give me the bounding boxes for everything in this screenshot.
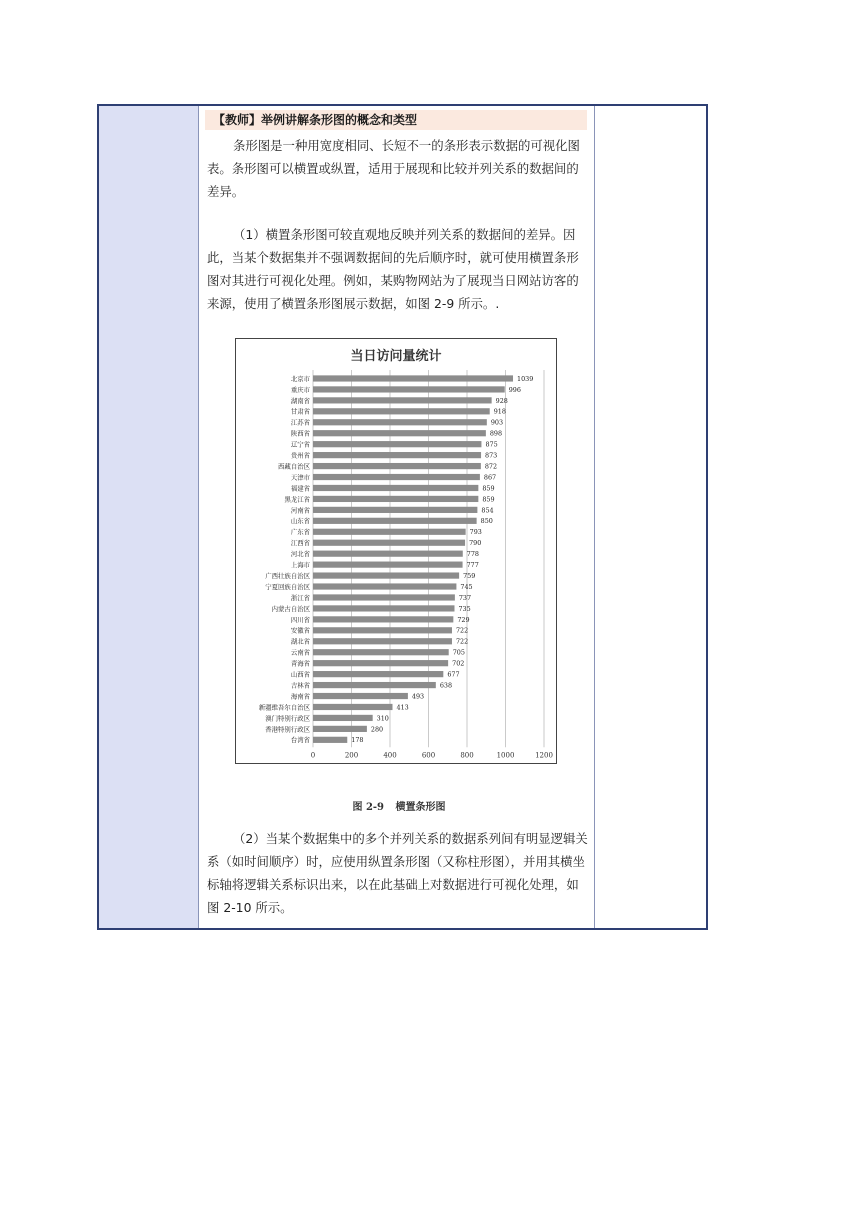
x-tick-label: 1200: [535, 751, 553, 760]
y-category-label: 宁夏回族自治区: [265, 582, 310, 591]
y-category-label: 湖北省: [290, 637, 310, 646]
y-category-label: 天津市: [290, 473, 310, 482]
bar: [313, 452, 481, 458]
bar: [313, 726, 367, 732]
bar: [313, 518, 477, 524]
data-label: 918: [493, 407, 506, 416]
y-category-label: 新疆维吾尔自治区: [258, 703, 310, 712]
bar: [313, 507, 477, 513]
x-tick-label: 1000: [496, 751, 515, 760]
bar: [313, 660, 448, 666]
x-tick-label: 200: [344, 751, 359, 760]
y-category-label: 辽宁省: [290, 440, 310, 449]
paragraph-vertical-bar: （2）当某个数据集中的多个并列关系的数据系列间有明显逻辑关系（如时间顺序）时，应使用纵置条形图（又称柱形图），并用其横坐标轴将逻辑关系标识出来，以在此基础上对数据进行可视化处理，如图 2-10 所示。: [207, 831, 588, 915]
right-column-divider: [594, 106, 595, 928]
data-label: 705: [452, 648, 465, 657]
bar: [313, 540, 465, 546]
left-column: [99, 106, 199, 928]
caption-text: 横置条形图: [395, 802, 446, 813]
bar: [313, 562, 463, 568]
bar: [313, 441, 481, 447]
data-label: 413: [396, 703, 409, 712]
x-tick-label: 800: [460, 751, 474, 760]
bar: [313, 572, 459, 578]
bar: [313, 474, 480, 480]
bar: [313, 397, 492, 403]
data-label: 722: [455, 626, 469, 635]
y-category-label: 云南省: [290, 648, 310, 657]
bar: [313, 693, 408, 699]
data-label: 1039: [517, 374, 534, 383]
y-category-label: 福建省: [290, 484, 310, 493]
bar: [313, 529, 466, 535]
y-category-label: 黑龙江省: [284, 495, 310, 504]
bar: [313, 605, 454, 611]
data-label: 759: [463, 571, 476, 580]
data-label: 875: [485, 440, 498, 449]
y-category-label: 台湾省: [290, 736, 310, 745]
y-category-label: 上海市: [290, 561, 310, 570]
y-category-label: 重庆市: [290, 385, 310, 394]
y-category-label: 海南省: [290, 692, 310, 701]
y-category-label: 澳门特别行政区: [265, 714, 310, 723]
bar: [313, 649, 449, 655]
y-category-label: 四川省: [290, 615, 310, 624]
bar: [313, 430, 486, 436]
data-label: 778: [466, 550, 479, 559]
bar: [313, 583, 456, 589]
data-label: 928: [495, 396, 508, 405]
y-category-label: 广西壮族自治区: [265, 571, 310, 580]
x-tick-label: 600: [421, 751, 436, 760]
data-label: 745: [460, 582, 473, 591]
bar: [313, 485, 478, 491]
y-category-label: 山西省: [290, 670, 310, 679]
data-label: 867: [483, 473, 497, 482]
bar: [313, 682, 436, 688]
y-category-label: 安徽省: [290, 626, 310, 635]
data-label: 996: [508, 385, 521, 394]
bar: [313, 375, 513, 381]
data-label: 737: [458, 593, 472, 602]
y-category-label: 贵州省: [290, 451, 310, 460]
bar: [313, 419, 487, 425]
paragraph-horizontal-bar: （1）横置条形图可较直观地反映并列关系的数据间的差异。因此，当某个数据集并不强调数据间的先后顺序时，就可使用横置条形图对其进行可视化处理。例如，某购物网站为了展现当日网站访客的来源，使用了横置条形图展示数据，如图 2-9 所示。.: [207, 227, 579, 311]
y-category-label: 江西省: [290, 539, 310, 548]
data-label: 859: [482, 484, 495, 493]
data-label: 638: [439, 681, 453, 690]
data-label: 722: [455, 637, 469, 646]
data-label: 493: [411, 692, 425, 701]
data-label: 702: [452, 659, 465, 668]
bar: [313, 715, 373, 721]
bar: [313, 671, 443, 677]
y-category-label: 广东省: [290, 528, 310, 537]
data-label: 903: [490, 418, 504, 427]
x-tick-label: 0: [310, 751, 316, 760]
horizontal-bar-chart: [236, 339, 556, 763]
data-label: 310: [376, 714, 389, 723]
y-category-label: 甘肃省: [290, 407, 310, 416]
y-category-label: 吉林省: [290, 681, 310, 690]
bar: [313, 594, 455, 600]
bar: [313, 408, 490, 414]
data-label: 854: [481, 506, 494, 515]
bar: [313, 496, 478, 502]
data-label: 777: [466, 561, 479, 570]
bar: [313, 627, 452, 633]
section-heading: 【教师】举例讲解条形图的概念和类型: [205, 110, 587, 130]
data-label: 793: [469, 528, 482, 537]
data-label: 898: [489, 429, 503, 438]
y-category-label: 河南省: [290, 506, 310, 515]
y-category-label: 北京市: [290, 374, 310, 383]
data-label: 677: [447, 670, 460, 679]
lesson-table: [97, 104, 708, 930]
y-category-label: 陕西省: [290, 429, 310, 438]
chart-figure: [235, 338, 557, 764]
y-category-label: 浙江省: [290, 593, 310, 602]
data-label: 280: [370, 725, 384, 734]
caption-number: 图 2-9: [352, 802, 385, 813]
bar: [313, 638, 452, 644]
y-category-label: 河北省: [290, 550, 310, 559]
data-label: 859: [482, 495, 495, 504]
data-label: 872: [484, 462, 498, 471]
x-tick-label: 400: [383, 751, 397, 760]
y-category-label: 西藏自治区: [278, 462, 310, 471]
bar: [313, 386, 505, 392]
chart-title: 当日访问量统计: [350, 349, 442, 364]
bar: [313, 463, 481, 469]
bar: [313, 704, 393, 710]
data-label: 873: [485, 451, 498, 460]
y-category-label: 山东省: [290, 517, 310, 526]
data-label: 850: [480, 517, 493, 526]
bar: [313, 616, 453, 622]
y-category-label: 青海省: [290, 659, 310, 668]
figure-caption: [207, 798, 591, 813]
data-label: 735: [458, 604, 471, 613]
bar: [313, 551, 463, 557]
y-category-label: 香港特别行政区: [265, 725, 310, 734]
bar: [313, 737, 347, 743]
y-category-label: 江苏省: [290, 418, 310, 427]
y-category-label: 内蒙古自治区: [271, 604, 310, 613]
data-label: 729: [457, 615, 470, 624]
data-label: 790: [469, 539, 482, 548]
data-label: 178: [351, 736, 364, 745]
y-category-label: 湖南省: [290, 396, 310, 405]
paragraph-intro: 条形图是一种用宽度相同、长短不一的条形表示数据的可视化图表。条形图可以横置或纵置，适用于展现和比较并列关系的数据间的差异。: [207, 138, 580, 199]
